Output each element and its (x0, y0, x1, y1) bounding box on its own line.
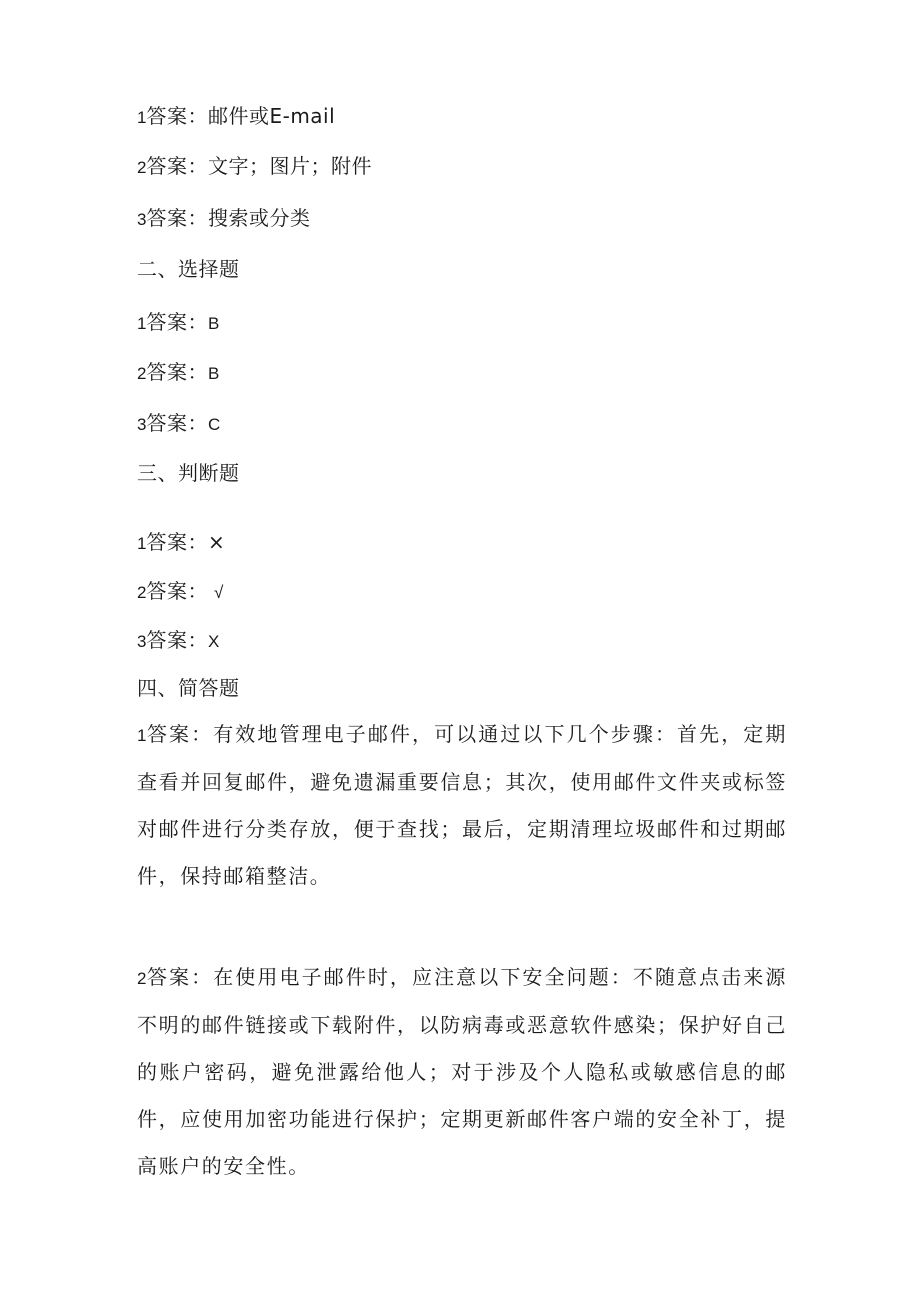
answer-label: 答案： (146, 722, 214, 746)
short-answer-2 (137, 954, 787, 1190)
answer-number: 1 (137, 314, 147, 333)
answer-text: 文字；图片；附件 (207, 154, 372, 178)
answer-number: 2 (137, 969, 147, 988)
section-heading-judge: 三、判断题 (137, 461, 240, 485)
answer-label: 答案： (146, 628, 208, 652)
answer-text: 邮件或E-mail (207, 104, 336, 128)
answer-label: 答案： (146, 411, 208, 435)
choice-answer-2 (137, 360, 219, 386)
answer-number: 1 (137, 108, 147, 127)
answer-label: 答案： (146, 965, 214, 989)
fill-answer-3 (137, 206, 310, 232)
answer-text: × (207, 530, 226, 554)
judge-answer-1 (137, 530, 225, 556)
answer-text: 搜索或分类 (207, 206, 311, 230)
answer-text: B (207, 314, 220, 333)
answer-number: 2 (137, 158, 147, 177)
answer-text: √ (213, 583, 224, 602)
answer-number: 2 (137, 364, 147, 383)
fill-answer-1 (137, 104, 335, 130)
answer-text: 在使用电子邮件时，应注意以下安全问题：不随意点击来源不明的邮件链接或下载附件，以防病毒或恶意软件感染；保护好自己的账户密码，避免泄露给他人；对于涉及个人隐私或敏感信息的邮件，应使用加密功能进行保护；定期更新邮件客户端的安全补丁，提高账户的安全性。 (137, 965, 787, 1178)
answer-number: 1 (137, 534, 147, 553)
answer-number: 2 (137, 583, 147, 602)
section-heading-choice: 二、选择题 (137, 257, 240, 281)
answer-number: 1 (137, 726, 147, 745)
judge-answer-3 (137, 628, 219, 654)
answer-number: 3 (137, 210, 147, 229)
answer-label: 答案： (146, 310, 208, 334)
answer-label: 答案： (146, 530, 208, 554)
short-answer-1 (137, 711, 787, 900)
answer-text: X (207, 632, 220, 651)
section-heading-short: 四、简答题 (137, 676, 240, 700)
answer-label: 答案： (146, 154, 208, 178)
answer-number: 3 (137, 632, 147, 651)
choice-answer-3 (137, 411, 220, 437)
answer-number: 3 (137, 415, 147, 434)
answer-text: C (207, 415, 221, 434)
judge-answer-2 (137, 579, 223, 605)
answer-label: 答案： (146, 104, 208, 128)
answer-text: B (207, 364, 220, 383)
answer-label: 答案： (146, 360, 208, 384)
fill-answer-2 (137, 154, 372, 180)
choice-answer-1 (137, 310, 219, 336)
answer-label: 答案： (146, 206, 208, 230)
answer-text: 有效地管理电子邮件，可以通过以下几个步骤：首先，定期查看并回复邮件，避免遗漏重要信息；其次，使用邮件文件夹或标签对邮件进行分类存放，便于查找；最后，定期清理垃圾邮件和过期邮件，保持邮箱整洁。 (137, 722, 787, 888)
answer-label: 答案： (146, 579, 208, 603)
